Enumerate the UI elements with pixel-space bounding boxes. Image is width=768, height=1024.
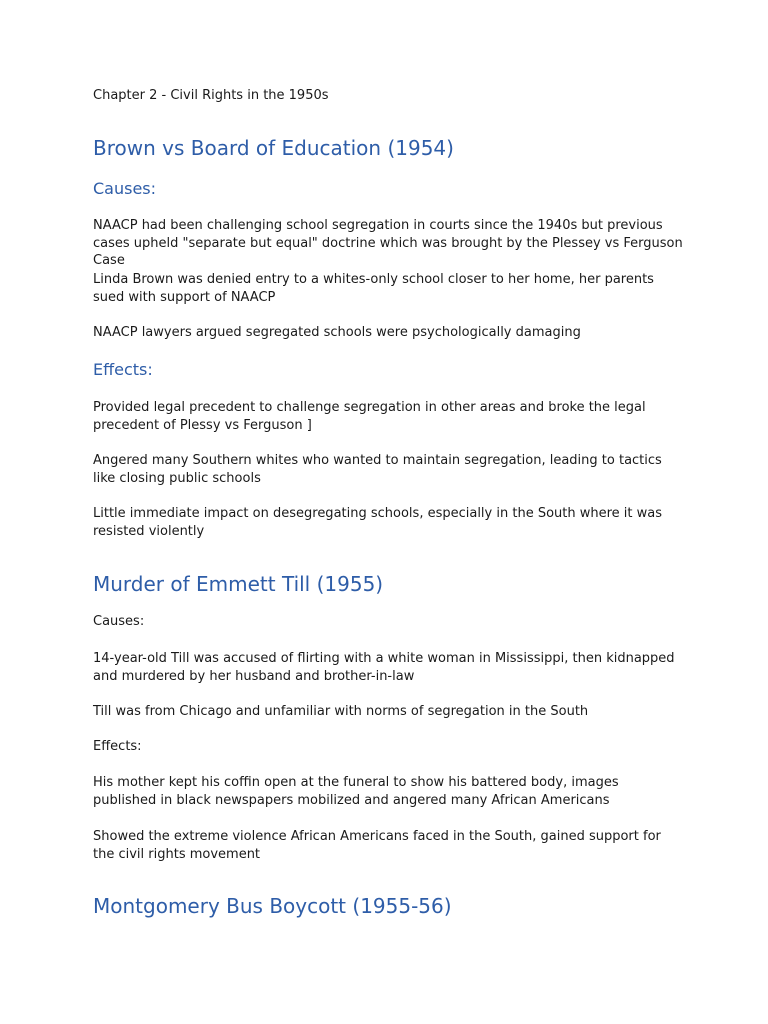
effects-heading: Effects:: [93, 360, 153, 379]
document-title: Chapter 2 - Civil Rights in the 1950s: [93, 88, 329, 103]
effect-paragraph: Showed the extreme violence African Americans faced in the South, gained support for the civil rights movement: [93, 829, 661, 862]
section-heading-emmett-till: Murder of Emmett Till (1955): [93, 572, 384, 596]
effect-paragraph: Provided legal precedent to challenge segregation in other areas and broke the legal precedent of Plessy vs Ferguson ]: [93, 400, 646, 433]
cause-paragraph: 14-year-old Till was accused of flirting with a white woman in Mississippi, then kidnapped and murdered by her husband and brother-in-law: [93, 651, 675, 684]
effect-paragraph: Angered many Southern whites who wanted to maintain segregation, leading to tactics like closing public schools: [93, 453, 662, 486]
cause-paragraph: NAACP lawyers argued segregated schools were psychologically damaging: [93, 325, 581, 340]
effects-label: Effects:: [93, 739, 142, 754]
section-heading-montgomery: Montgomery Bus Boycott (1955-56): [93, 894, 452, 918]
section-heading-brown: Brown vs Board of Education (1954): [93, 136, 454, 160]
effect-paragraph: Little immediate impact on desegregating schools, especially in the South where it was resisted violently: [93, 506, 663, 539]
cause-paragraph: Till was from Chicago and unfamiliar with norms of segregation in the South: [93, 704, 589, 719]
causes-label: Causes:: [93, 614, 145, 629]
causes-heading: Causes:: [93, 179, 157, 198]
cause-paragraph: Linda Brown was denied entry to a whites-only school closer to her home, her parents sued with support of NAACP: [93, 272, 654, 305]
cause-paragraph: NAACP had been challenging school segregation in courts since the 1940s but previous cases upheld "separate but equal" doctrine which was brought by the Plessey vs Ferguson Case: [93, 218, 683, 268]
effect-paragraph: His mother kept his coffin open at the funeral to show his battered body, images published in black newspapers mobilized and angered many African Americans: [93, 775, 619, 808]
